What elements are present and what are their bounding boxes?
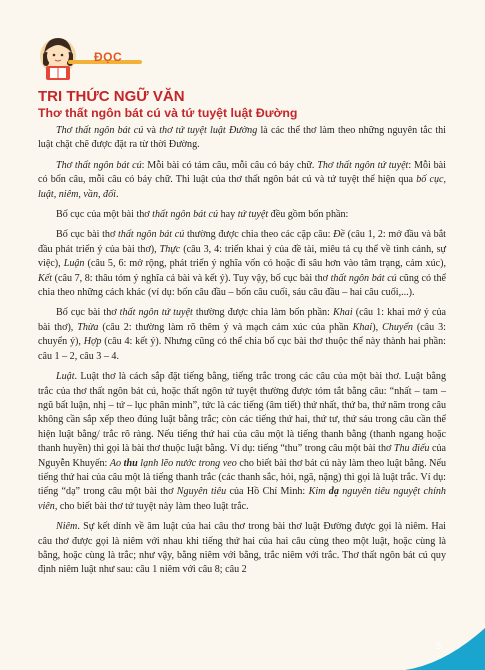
page-number: 5 <box>435 641 441 652</box>
paragraph-structure: Bố cục của một bài thơ thất ngôn bát cú hay tứ tuyệt đều gồm bốn phần: <box>56 209 349 221</box>
paragraph-intro: Thơ thất ngôn bát cú và thơ tứ tuyệt luật Đường là các thể thơ làm theo những nguyên tắc thi luật chặt chẽ được đặt ra từ thời Đường. <box>38 125 446 151</box>
paragraph-bat-cu-structure: Bố cục bài thơ thất ngôn bát cú thường được chia theo các cặp câu: Đề (câu 1, 2: mở đầu và bắt đầu phát triển ý của bài thơ), Thực (câu 3, 4: triển khai ý của đề tài, miêu tả cụ thể về tình cảnh, sự việc), Luận (câu 5, 6: mở rộng, phát triển ý nghĩa vốn có hoặc đi sâu hơn vào tâm trạng, cảm xúc), Kết (câu 7, 8: thâu tóm ý nghĩa cả bài và kết ý). Tuy vậy, bố cục bài thơ thất ngôn bát cú cũng có thể chia theo những cách khác (ví dụ: bốn câu đầu – bốn câu cuối, sáu câu đầu – hai câu cuối,...). <box>38 229 446 299</box>
section-title: TRI THỨC NGỮ VĂN <box>38 88 185 105</box>
section-header <box>38 34 158 84</box>
paragraph-tu-tuyet-structure: Bố cục bài thơ thất ngôn tứ tuyệt thường được chia làm bốn phần: Khai (câu 1: khai mở ý của bài thơ), Thừa (câu 2: thường làm rõ thêm ý và mạch cảm xúc của phần Khai), Chuyển (câu 3: chuyển ý), Hợp (câu 4: kết ý). Nhưng cũng có thể chia bố cục bài thơ thuộc thể này thành hai phần: câu 1 – 2, câu 3 – 4. <box>38 307 447 362</box>
body-text <box>38 124 446 584</box>
section-label: ĐỌC <box>94 50 123 64</box>
paragraph-definitions: Thơ thất ngôn bát cú: Mỗi bài có tám câu, mỗi câu có bảy chữ. Thơ thất ngôn tứ tuyệt: Mỗi bài có bốn câu, mỗi câu có bảy chữ. Thi luật của thơ thất ngôn bát cú và tứ tuyệt thể hiện qua bố cục, luật, niêm, vần, đối. <box>38 159 446 200</box>
page-corner-decoration <box>405 628 485 670</box>
paragraph-niem: Niêm. Sự kết dính về âm luật của hai câu thơ trong bài thơ luật Đường được gọi là niêm. Hai câu thơ được gọi là niêm với nhau khi tiếng thứ hai của hai câu cùng theo một luật, hoặc cùng là bằng, hoặc cùng là trắc; như vậy, bằng niêm với bằng, trắc niêm với trắc. Thơ thất ngôn bát cú quy định niêm luật như sau: câu 1 niêm với câu 8; câu 2 <box>38 521 446 576</box>
section-subtitle: Thơ thất ngôn bát cú và tứ tuyệt luật Đường <box>38 106 298 120</box>
paragraph-luat: Luật. Luật thơ là cách sắp đặt tiếng bằng, tiếng trắc trong các câu của một bài thơ. Luật bằng trắc của thơ thất ngôn bát cú, hoặc thất ngôn tứ tuyệt thường được tóm tắt bằng câu: “nhất – tam – ngũ bất luận, nhị – tứ – lục phân minh”, tức là các tiếng (âm tiết) thứ nhất, thứ ba, thứ năm trong câu không cần sắp xếp theo đúng luật bằng trắc; còn các tiếng thứ hai, thứ tư, thứ sáu trong câu cần thể hiện luật bằng/ trắc rõ ràng. Nếu tiếng thứ hai của câu một là tiếng thanh bằng (thanh ngang hoặc thanh huyền) thì gọi là bài thơ thuộc luật bằng. Ví dụ: tiếng “thu” trong câu một bài thơ Thu điếu của Nguyễn Khuyến: Ao thu lạnh lẽo nước trong veo cho biết bài thơ bát cú này làm theo luật bằng. Nếu tiếng thứ hai của câu một là tiếng thanh trắc (các thanh sắc, hỏi, ngã, nặng) thì gọi là luật trắc. Ví dụ: tiếng “dạ” trong câu một bài thơ Nguyên tiêu của Hồ Chí Minh: Kim dạ nguyên tiêu nguyệt chính viên, cho biết bài thơ tứ tuyệt này làm theo luật trắc. <box>38 371 446 512</box>
girl-reading-icon <box>38 34 78 82</box>
